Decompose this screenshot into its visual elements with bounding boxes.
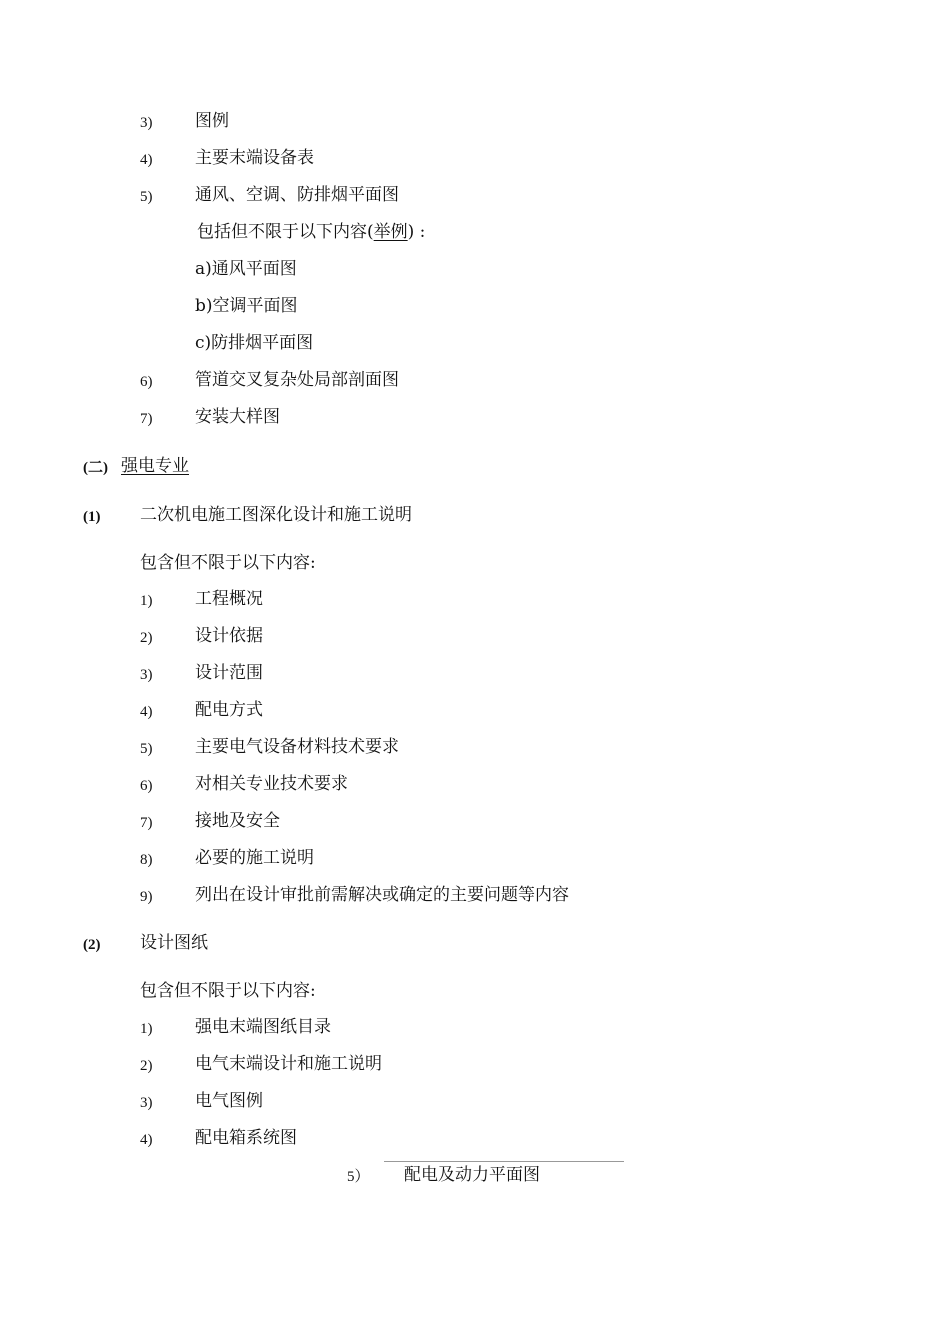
list-number: 1) (140, 593, 153, 609)
subsection-number: (1) (83, 509, 101, 525)
list-item: 对相关专业技术要求 (195, 774, 348, 794)
list-number: 7) (140, 411, 153, 427)
list-number: 4) (140, 152, 153, 168)
list-item: 工程概况 (195, 589, 263, 609)
list-number: 4) (140, 1132, 153, 1148)
list-item: 管道交叉复杂处局部剖面图 (195, 370, 399, 390)
list-item: 主要末端设备表 (195, 148, 314, 168)
list-number: 6) (140, 778, 153, 794)
subsection-title: 二次机电施工图深化设计和施工说明 (140, 505, 412, 525)
list-item: 必要的施工说明 (195, 848, 314, 868)
list-number: 3) (140, 115, 153, 131)
list-item: 接地及安全 (195, 811, 280, 831)
sub-intro (197, 221, 425, 243)
sub-item-c: c)防排烟平面图 (195, 333, 314, 353)
subsection-title: 设计图纸 (140, 933, 208, 953)
footer-divider (384, 1161, 624, 1162)
list-number: 6) (140, 374, 153, 390)
list-item: 安装大样图 (195, 407, 280, 427)
list-item: 主要电气设备材料技术要求 (195, 737, 399, 757)
sub-intro-suffix: ) : (407, 222, 426, 242)
list-number: 5) (140, 741, 153, 757)
list-item: 配电方式 (195, 700, 263, 720)
sub-intro-prefix: 包括但不限于以下内容( (197, 222, 374, 242)
list-item: 列出在设计审批前需解决或确定的主要问题等内容 (195, 885, 569, 905)
list-number: 5) (140, 189, 153, 205)
list-number: 2) (140, 1058, 153, 1074)
list-item: 图例 (195, 111, 229, 131)
sub-item-b: b)空调平面图 (195, 296, 298, 316)
list-item: 设计依据 (195, 626, 263, 646)
subsection-intro: 包含但不限于以下内容: (140, 981, 316, 1001)
list-number: 4) (140, 704, 153, 720)
list-item: 强电末端图纸目录 (195, 1017, 331, 1037)
section-title: 强电专业 (121, 456, 189, 476)
sub-item-a: a)通风平面图 (195, 259, 297, 279)
list-number: 3) (140, 667, 153, 683)
subsection-intro: 包含但不限于以下内容: (140, 553, 316, 573)
example-link-text: 举例 (373, 222, 408, 242)
list-number: 3) (140, 1095, 153, 1111)
list-number: 7) (140, 815, 153, 831)
subsection-number: (2) (83, 937, 101, 953)
list-number: 1) (140, 1021, 153, 1037)
list-item: 电气图例 (195, 1091, 263, 1111)
list-number: 9) (140, 889, 153, 905)
list-number: 2) (140, 630, 153, 646)
section-number: (二) (83, 460, 108, 476)
list-number: 5） (347, 1169, 370, 1185)
list-item: 电气末端设计和施工说明 (195, 1054, 382, 1074)
list-number: 8) (140, 852, 153, 868)
list-item: 配电箱系统图 (195, 1128, 297, 1148)
list-item: 通风、空调、防排烟平面图 (195, 185, 399, 205)
list-item: 设计范围 (195, 663, 263, 683)
list-item: 配电及动力平面图 (404, 1165, 540, 1185)
